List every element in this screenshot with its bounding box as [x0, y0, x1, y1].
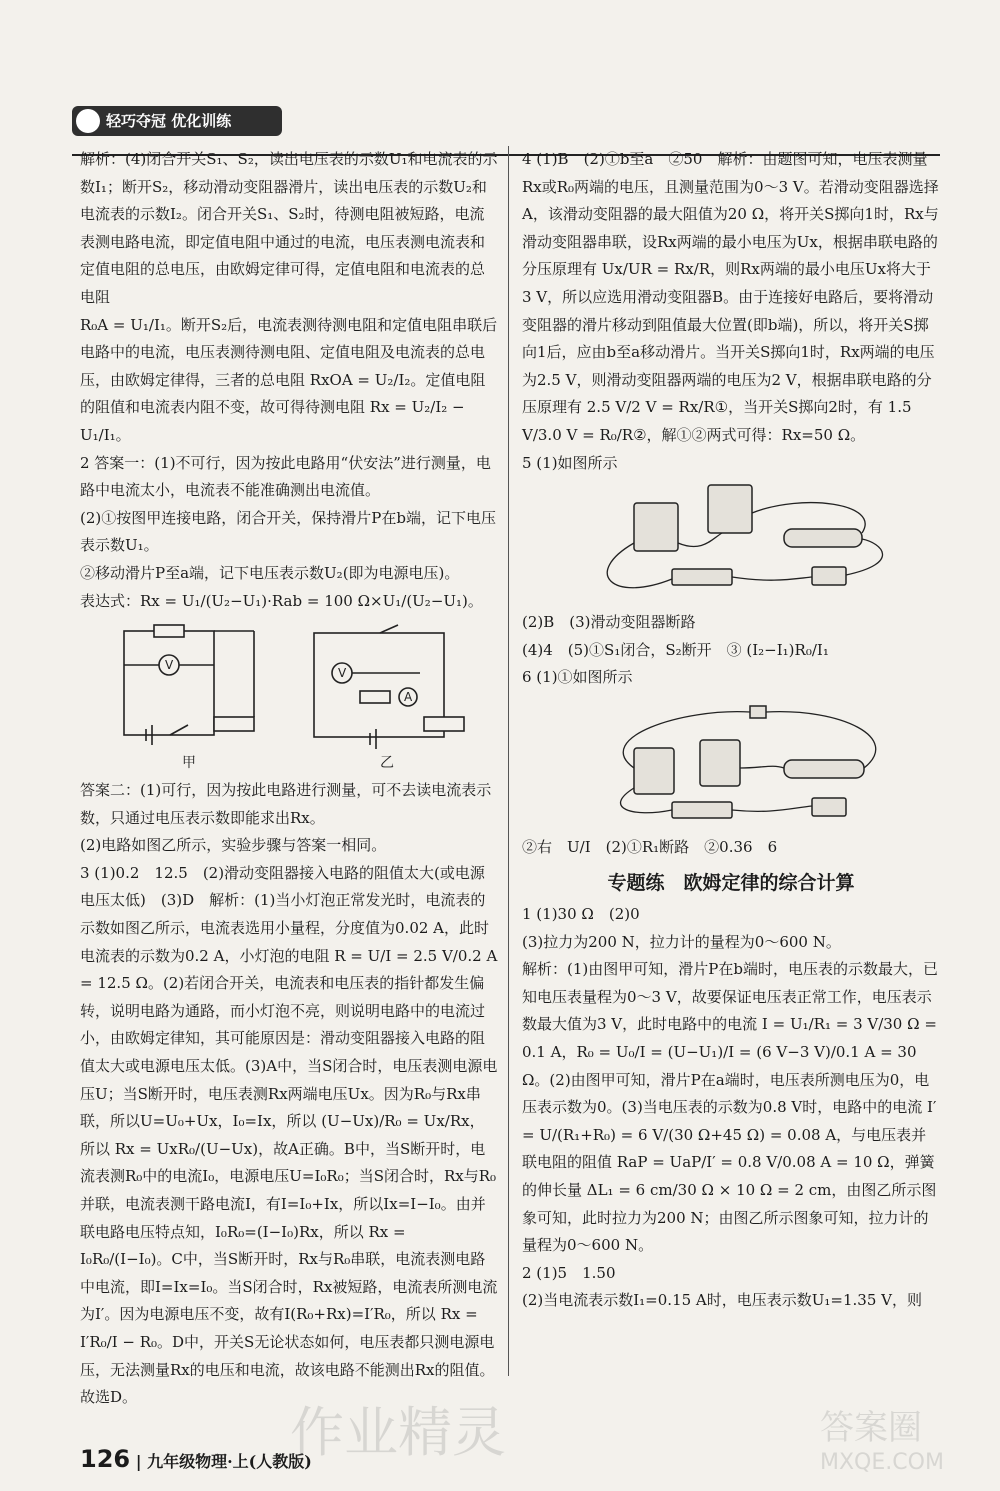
- text-block: R₀A = U₁/I₁。断开S₂后，电流表测待测电阻和定值电阻串联后电路中的电流，电压表测待测电阻、定值电阻及电流表的总电压，由欧姆定律得，三者的总电阻 RxOA = U₂/I₂。定值电阻的阻值和电流表内阻不变，故可得待测电阻 Rx = U₂/I₂ − U₁/I₁。: [80, 315, 498, 444]
- brand-logo: [72, 106, 282, 136]
- text-block: 6 (1)①如图所示: [522, 668, 633, 687]
- circuit-diagrams-jia-yi: [80, 621, 498, 771]
- circuit-svg: [80, 621, 498, 771]
- text-block: 解析：(1)由图甲可知，滑片P在b端时，电压表的示数最大，已知电压表量程为0～3 V，故要保证电压表正常工作，电压表示数最大值为3 V，此时电路中的电流 I = U₁/R₁ = 3 V/30 Ω = 0.1 A，R₀ = U₀/I = (U−U₁)/I = (6 V−3 V)/0.1 A = 30 Ω。(2)由图甲可知，滑片P在a端时，电压表所测电压为0，电压表示数为0。(3)当电压表的示数为0.8 V时，电路中的电流 I′ = U/(R₁+R₀) = 6 V/(30 Ω+45 Ω) = 0.08 A，与电压表并联电阻的阻值 RaP = UaP/I′ = 0.8 V/0.08 A = 10 Ω，弹簧的伸长量 ΔL₁ = 6 cm/30 Ω × 10 Ω = 2 cm，由图乙所示图象可知，此时拉力为200 N；由图乙所示图象可知，拉力计的量程为0～600 N。: [522, 960, 938, 1255]
- apparatus-figure-5: [522, 483, 940, 603]
- text-block: 答案二：(1)可行，因为按此电路进行测量，可不去读电流表示数，只通过电压表示数即能求出Rx。: [80, 781, 492, 827]
- text-block: (2)电路如图乙所示，实验步骤与答案一相同。: [80, 836, 387, 855]
- watermark-url: MXQE.COM: [820, 1450, 944, 1475]
- text-block: 1 (1)30 Ω (2)0: [522, 905, 640, 924]
- text-block: 3 (1)0.2 12.5 (2)滑动变阻器接入电路的阻值太大(或电源电压太低) (3)D 解析：(1)当小灯泡正常发光时，电流表的示数如图乙所示，电流表选用小量程，分度值为0.02 A，此时电流表的示数为0.2 A，小灯泡的电阻 R = U/I = 2.5 V/0.2 A = 12.5 Ω。(2)若闭合开关，电流表和电压表的指针都发生偏转，说明电路为通路，而小灯泡不亮，则说明电路中的电流过小，由欧姆定律知，其可能原因是：滑动变阻器接入电路的阻值太大或电源电压太低。(3)A中，当S闭合时，电压表测电源电压U；当S断开时，电压表测Rx两端电压Ux。因为R₀与Rx串联，所以U=U₀+Ux，I₀=Ix，所以 (U−Ux)/R₀ = Ux/Rx，所以 Rx = UxR₀/(U−Ux)，故A正确。B中，当S断开时，电流表测R₀中的电流I₀，电源电压U=I₀R₀；当S闭合时，Rx与R₀并联，电流表测干路电流I，有I=I₀+Ix，所以Ix=I−I₀。由并联电路电压特点知，I₀R₀=(I−I₀)Rx，所以 Rx = I₀R₀/(I−I₀)。C中，当S断开时，Rx与R₀串联，电流表测电路中电流，即I=Ix=I₀。当S闭合时，Rx被短路，电流表所测电流为I′。因为电源电压不变，故有I(R₀+Rx)=I′R₀，所以 Rx = I′R₀/I − R₀。D中，开关S无论状态如何，电压表都只测电源电压，无法测量Rx的电压和电流，故该电路不能测出Rx的阻值。故选D。: [80, 863, 498, 1407]
- text-block: 解析：(4)闭合开关S₁、S₂，读出电压表的示数U₁和电流表的示数I₁；断开S₂，移动滑动变阻器滑片，读出电压表的示数U₂和电流表的示数I₂。闭合开关S₁、S₂时，待测电阻被短路，电流表测电路电流，即定值电阻中通过的电流，电压表测电流表和定值电阻的总电压，由欧姆定律可得，定值电阻和电流表的总电阻: [80, 150, 498, 306]
- apparatus-svg-5: [522, 483, 940, 603]
- text-block: (2)当电流表示数I₁=0.15 A时，电压表示数U₁=1.35 V，则: [522, 1291, 922, 1310]
- text-block: 4 (1)B (2)①b至a ②50 解析：由题图可知，电压表测量Rx或R₀两端的电压，且测量范围为0～3 V。若滑动变阻器选择A，该滑动变阻器的最大阻值为20 Ω，将开关S掷向1时，Rx与滑动变阻器串联，设Rx两端的最小电压为Ux，根据串联电路的分压原理有 Ux/UR = Rx/R，则Rx两端的最小电压Ux将大于3 V，所以应选用滑动变阻器B。由于连接好电路后，要将滑动变阻器的滑片移动到阻值最大位置(即b端)，所以，将开关S掷向1后，应由b至a移动滑片。当开关S掷向1时，Rx两端的电压为2.5 V，则滑动变阻器两端的电压为2 V，根据串联电路的分压原理有 2.5 V/2 V = Rx/R①，当开关S掷向2时，有 1.5 V/3.0 V = R₀/R②，解①②两式可得：Rx=50 Ω。: [522, 150, 939, 444]
- left-column: [80, 146, 498, 1412]
- text-block: ②移动滑片P至a端，记下电压表示数U₂(即为电源电压)。: [80, 563, 460, 582]
- fig-label-yi: 乙: [380, 755, 394, 772]
- text-block: 5 (1)如图所示: [522, 453, 618, 472]
- text-block: (4)4 (5)①S₁闭合，S₂断开 ③ (I₂−I₁)R₀/I₁: [522, 640, 829, 659]
- text-block: 2 (1)5 1.50: [522, 1263, 616, 1282]
- mascot-icon: [76, 109, 100, 133]
- watermark-logo: 答案圈: [820, 1408, 922, 1448]
- right-column: [522, 146, 940, 1315]
- text-block: ②右 U/I (2)①R₁断路 ②0.36 6: [522, 837, 778, 856]
- page-footer: [80, 1445, 312, 1473]
- watermark-text: 作业精灵: [290, 1401, 506, 1464]
- apparatus-figure-6: [522, 698, 940, 828]
- text-block: 2 答案一：(1)不可行，因为按此电路用“伏安法”进行测量，电路中电流太小，电流表不能准确测出电流值。: [80, 453, 491, 500]
- page-number: 126: [80, 1445, 131, 1473]
- logo-text: 轻巧夺冠 优化训练: [106, 112, 232, 130]
- fig-label-jia: 甲: [182, 755, 196, 772]
- column-divider: [508, 146, 509, 1376]
- text-block: (2)①按图甲连接电路，闭合开关，保持滑片P在b端，记下电压表示数U₁。: [80, 508, 496, 555]
- apparatus-svg-6: [522, 698, 940, 828]
- svg-text:V: V: [165, 658, 174, 673]
- text-block: 表达式：Rx = U₁/(U₂−U₁)·Rab = 100 Ω×U₁/(U₂−U₁)。: [80, 591, 483, 610]
- text-block: (3)拉力为200 N，拉力计的量程为0～600 N。: [522, 932, 841, 951]
- svg-text:A: A: [404, 690, 413, 705]
- text-block: (2)B (3)滑动变阻器断路: [522, 613, 696, 632]
- svg-text:V: V: [338, 666, 347, 681]
- footer-divider: |: [135, 1452, 142, 1471]
- section-title: 专题练 欧姆定律的综合计算: [607, 871, 855, 894]
- book-title: 九年级物理·上(人教版): [147, 1452, 312, 1471]
